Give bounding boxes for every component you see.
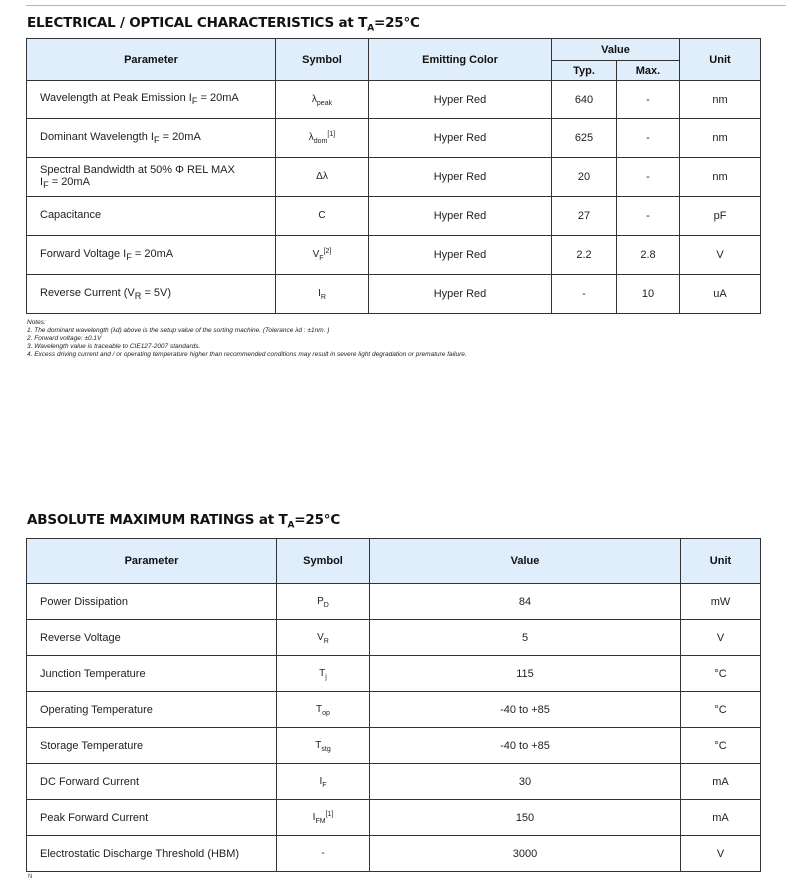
parameter-cell: Capacitance xyxy=(27,197,276,236)
header-unit: Unit xyxy=(680,39,761,81)
emitting-color-cell: Hyper Red xyxy=(369,275,552,314)
table-row xyxy=(27,158,761,197)
unit-cell: nm xyxy=(680,81,761,119)
parameter-cell: DC Forward Current xyxy=(27,764,277,800)
unit-cell: °C xyxy=(681,656,761,692)
parameter-cell: Operating Temperature xyxy=(27,692,277,728)
table-row xyxy=(27,81,761,119)
table-row xyxy=(27,275,761,314)
unit-cell: nm xyxy=(680,119,761,158)
unit-cell: °C xyxy=(681,728,761,764)
value-cell: 3000 xyxy=(370,836,681,872)
notes-block xyxy=(27,319,467,359)
table-row xyxy=(27,197,761,236)
electrical-characteristics-table xyxy=(26,38,761,314)
symbol-cell: - xyxy=(277,836,370,872)
value-cell: -40 to +85 xyxy=(370,692,681,728)
symbol-cell: $\lambda_{dom}[1]$ xyxy=(276,119,369,158)
symbol-cell: $T_{op}$ xyxy=(277,692,370,728)
typ-cell: 20 xyxy=(552,158,617,197)
parameter-cell: Peak Forward Current xyxy=(27,800,277,836)
symbol-cell: $V_R$ xyxy=(277,620,370,656)
table-row xyxy=(27,764,761,800)
max-cell: - xyxy=(617,119,680,158)
unit-cell: V xyxy=(680,236,761,275)
emitting-color-cell: Hyper Red xyxy=(369,81,552,119)
max-cell: - xyxy=(617,158,680,197)
emitting-color-cell: Hyper Red xyxy=(369,236,552,275)
table-row xyxy=(27,584,761,620)
typ-cell: - xyxy=(552,275,617,314)
typ-cell: 27 xyxy=(552,197,617,236)
unit-cell: °C xyxy=(681,692,761,728)
notes-heading: Notes: xyxy=(27,319,46,326)
unit-cell: uA xyxy=(680,275,761,314)
parameter-cell: Reverse Voltage xyxy=(27,620,277,656)
header-parameter: Parameter xyxy=(27,539,277,584)
table-row xyxy=(27,620,761,656)
parameter-cell: Spectral Bandwidth at 50% Φ REL MAX $I_F = 20mA$ xyxy=(27,158,276,197)
symbol-cell: $V_F[2]$ xyxy=(276,236,369,275)
unit-cell: mA xyxy=(681,800,761,836)
typ-cell: 2.2 xyxy=(552,236,617,275)
symbol-cell: $I_R$ xyxy=(276,275,369,314)
absolute-ratings-title: ABSOLUTE MAXIMUM RATINGS at $T_A=25^\circ C$ xyxy=(27,512,341,531)
unit-cell: mA xyxy=(681,764,761,800)
parameter-cell: Junction Temperature xyxy=(27,656,277,692)
unit-cell: mW xyxy=(681,584,761,620)
table-row xyxy=(27,119,761,158)
unit-cell: nm xyxy=(680,158,761,197)
value-cell: -40 to +85 xyxy=(370,728,681,764)
unit-cell: V xyxy=(681,620,761,656)
parameter-cell: Storage Temperature xyxy=(27,728,277,764)
top-divider xyxy=(26,5,786,6)
note-item: 1. The dominant wavelength (λd) above is the setup value of the sorting machine. (Tolerance λd : ±1nm. ) xyxy=(27,327,330,334)
absolute-maximum-ratings-table xyxy=(26,538,761,872)
table-row xyxy=(27,728,761,764)
electrical-section-title: ELECTRICAL / OPTICAL CHARACTERISTICS at $T_A=25^\circ C$ xyxy=(27,15,420,34)
unit-cell: V xyxy=(681,836,761,872)
emitting-color-cell: Hyper Red xyxy=(369,197,552,236)
header-parameter: Parameter xyxy=(27,39,276,81)
symbol-cell: $P_D$ xyxy=(277,584,370,620)
header-emitting-color: Emitting Color xyxy=(369,39,552,81)
header-typ: Typ. xyxy=(552,61,617,81)
parameter-cell: Forward Voltage $I_F = 20mA$ xyxy=(27,236,276,275)
table-row xyxy=(27,656,761,692)
symbol-cell: $I_F$ xyxy=(277,764,370,800)
header-unit: Unit xyxy=(681,539,761,584)
value-cell: 30 xyxy=(370,764,681,800)
symbol-cell: $\lambda_{peak}$ xyxy=(276,81,369,119)
value-cell: 150 xyxy=(370,800,681,836)
header-max: Max. xyxy=(617,61,680,81)
note-item: 2. Forward voltage: ±0.1V xyxy=(27,335,102,342)
header-symbol: Symbol xyxy=(276,39,369,81)
parameter-cell: Dominant Wavelength $I_F = 20mA$ xyxy=(27,119,276,158)
value-cell: 115 xyxy=(370,656,681,692)
emitting-color-cell: Hyper Red xyxy=(369,158,552,197)
symbol-cell: $T_j$ xyxy=(277,656,370,692)
symbol-cell: Δλ xyxy=(276,158,369,197)
table-row xyxy=(27,836,761,872)
table-row xyxy=(27,692,761,728)
max-cell: - xyxy=(617,81,680,119)
parameter-cell: Wavelength at Peak Emission $I_F = 20mA$ xyxy=(27,81,276,119)
header-symbol: Symbol xyxy=(277,539,370,584)
header-value: Value xyxy=(370,539,681,584)
page-bottom-mark: N xyxy=(28,874,33,880)
parameter-cell: Reverse Current $(V_R = 5V)$ xyxy=(27,275,276,314)
max-cell: - xyxy=(617,197,680,236)
symbol-cell: C xyxy=(276,197,369,236)
unit-cell: pF xyxy=(680,197,761,236)
note-item: 4. Excess driving current and / or operating temperature higher than recommended conditions may result in severe light degradation or premature failure. xyxy=(27,351,467,358)
value-cell: 84 xyxy=(370,584,681,620)
symbol-cell: $T_{stg}$ xyxy=(277,728,370,764)
max-cell: 10 xyxy=(617,275,680,314)
header-value: Value xyxy=(552,39,680,61)
symbol-cell: $I_{FM}[1]$ xyxy=(277,800,370,836)
parameter-cell: Electrostatic Discharge Threshold (HBM) xyxy=(27,836,277,872)
table-row xyxy=(27,236,761,275)
emitting-color-cell: Hyper Red xyxy=(369,119,552,158)
note-item: 3. Wavelength value is traceable to CIE127-2007 standards. xyxy=(27,343,201,350)
parameter-cell: Power Dissipation xyxy=(27,584,277,620)
typ-cell: 640 xyxy=(552,81,617,119)
typ-cell: 625 xyxy=(552,119,617,158)
max-cell: 2.8 xyxy=(617,236,680,275)
value-cell: 5 xyxy=(370,620,681,656)
table-row xyxy=(27,800,761,836)
